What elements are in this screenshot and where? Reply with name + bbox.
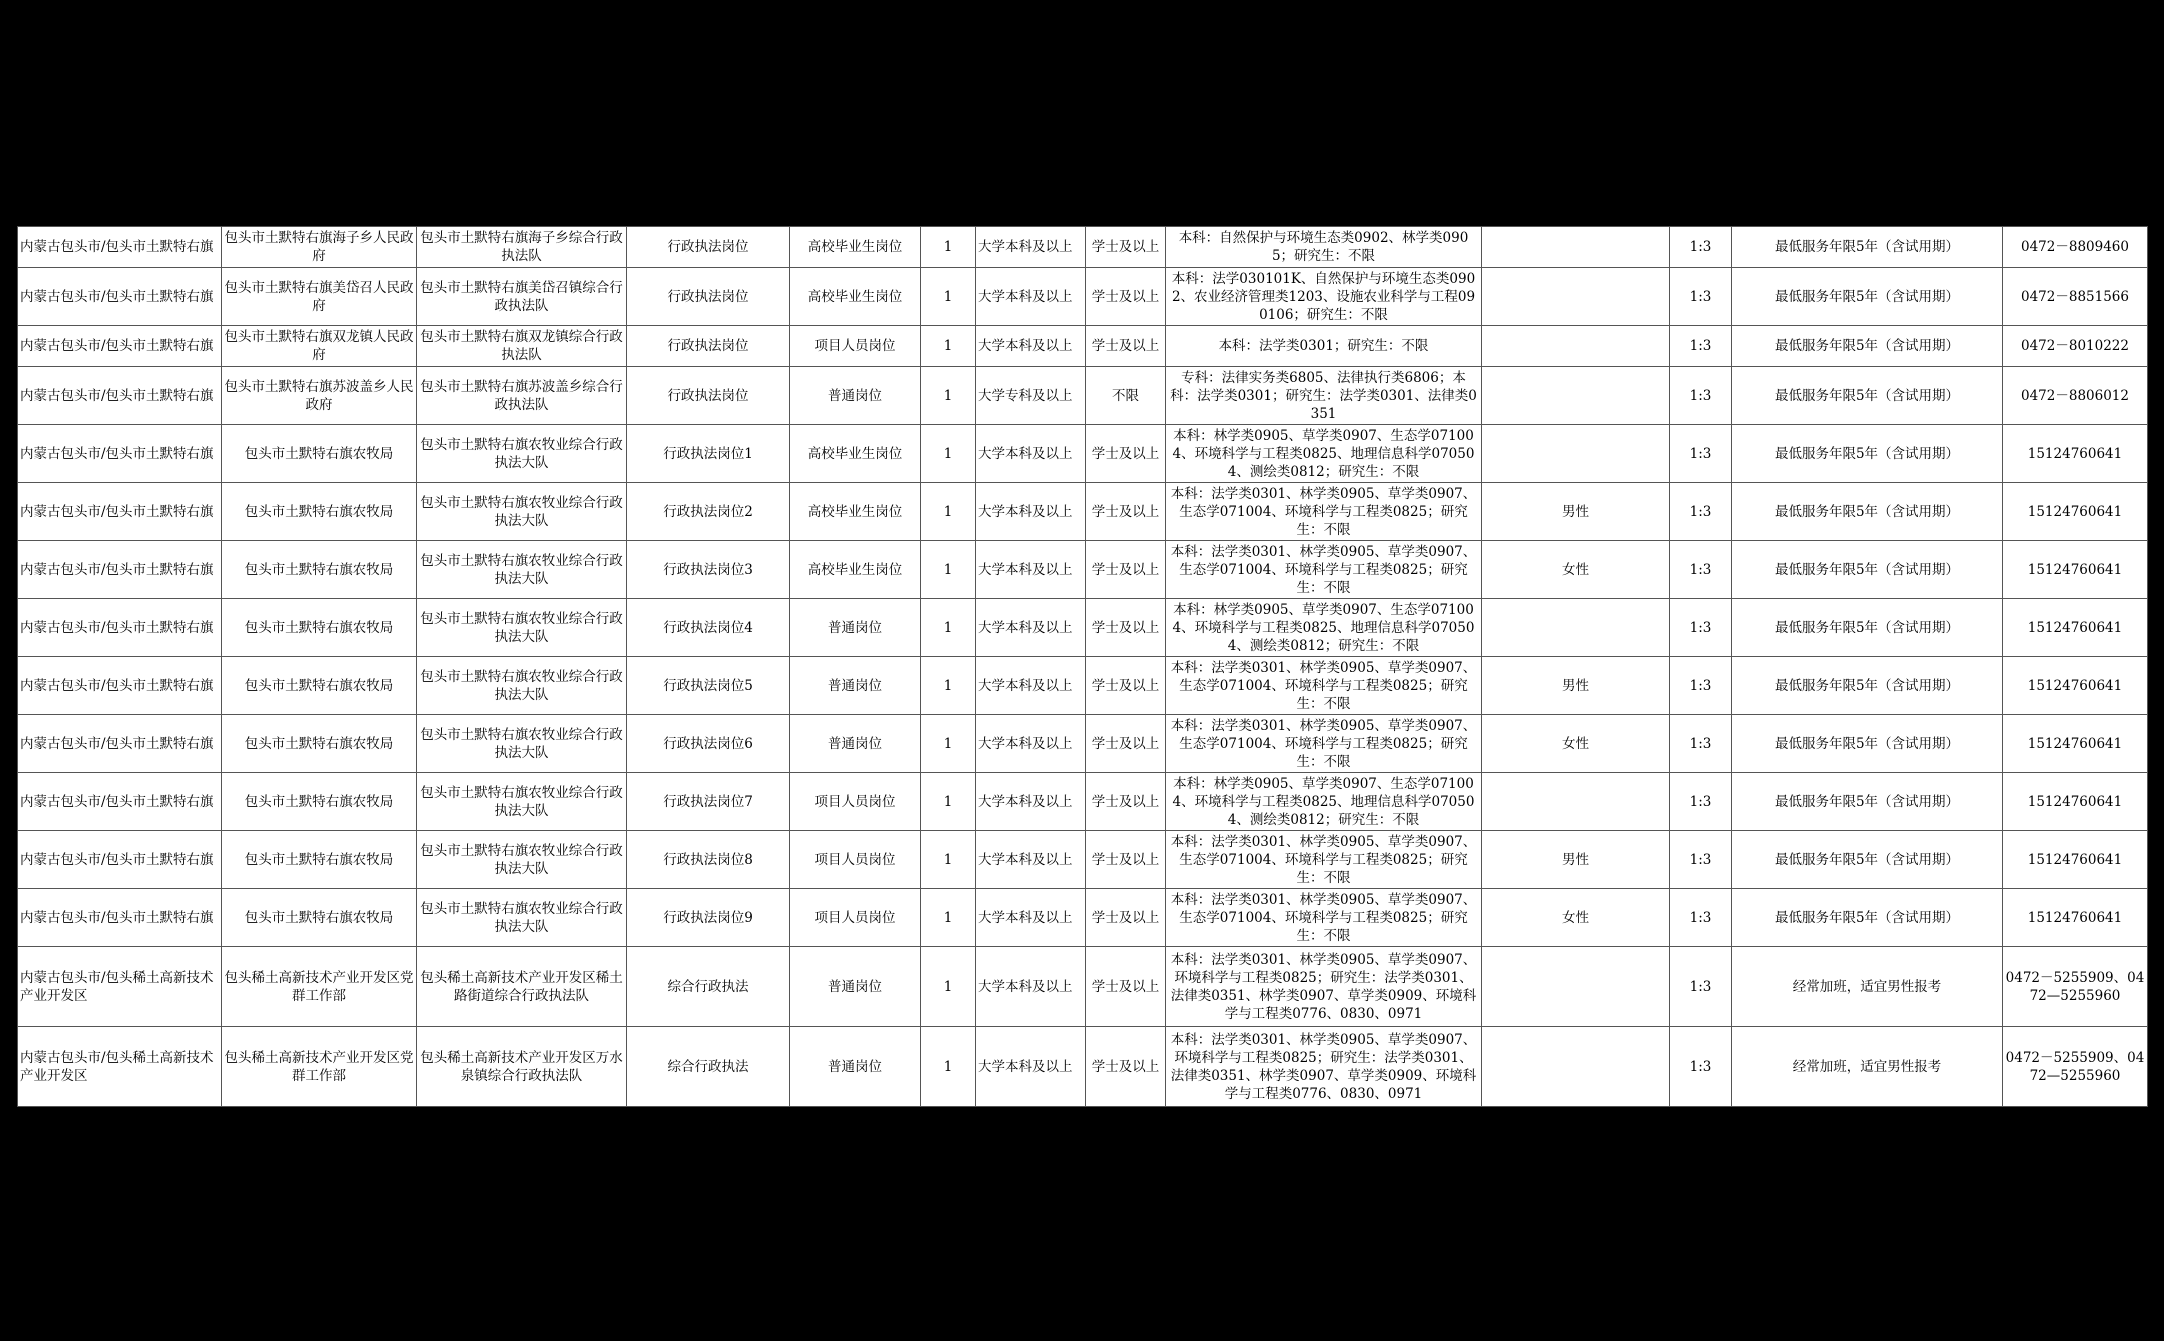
cell-post-name: 行政执法岗位5: [627, 657, 790, 715]
cell-region: 内蒙古包头市/包头市土默特右旗: [18, 483, 222, 541]
table-row: [18, 831, 2148, 889]
cell-post-type: 普通岗位: [790, 947, 921, 1027]
cell-count: 1: [921, 773, 976, 831]
cell-region: 内蒙古包头市/包头市土默特右旗: [18, 367, 222, 425]
cell-education: 大学专科及以上: [976, 367, 1086, 425]
cell-degree: 学士及以上: [1086, 947, 1166, 1027]
cell-department: 包头市土默特右旗农牧局: [222, 599, 417, 657]
cell-major: 本科：法学类0301、林学类0905、草学类0907、生态学071004、环境科学与工程类0825；研究生：不限: [1166, 657, 1482, 715]
cell-post-type: 普通岗位: [790, 657, 921, 715]
cell-department: 包头市土默特右旗双龙镇人民政府: [222, 326, 417, 367]
cell-degree: 学士及以上: [1086, 326, 1166, 367]
cell-region: 内蒙古包头市/包头市土默特右旗: [18, 831, 222, 889]
cell-region: 内蒙古包头市/包头市土默特右旗: [18, 326, 222, 367]
cell-unit: 包头稀土高新技术产业开发区万水泉镇综合行政执法队: [417, 1027, 627, 1107]
table-row: [18, 541, 2148, 599]
cell-degree: 学士及以上: [1086, 227, 1166, 268]
cell-department: 包头市土默特右旗海子乡人民政府: [222, 227, 417, 268]
cell-other-requirement: [1482, 268, 1670, 326]
cell-major: 本科：法学类0301、林学类0905、草学类0907、环境科学与工程类0825；研究生：法学类0301、法律类0351、林学类0907、草学类0909、环境科学与工程类0776、0830、0971: [1166, 1027, 1482, 1107]
cell-note: 最低服务年限5年（含试用期）: [1732, 227, 2003, 268]
cell-ratio: 1:3: [1670, 947, 1732, 1027]
table-row: [18, 657, 2148, 715]
cell-post-type: 普通岗位: [790, 599, 921, 657]
cell-phone: 15124760641: [2003, 541, 2148, 599]
cell-phone: 15124760641: [2003, 889, 2148, 947]
cell-department: 包头稀土高新技术产业开发区党群工作部: [222, 1027, 417, 1107]
cell-note: 最低服务年限5年（含试用期）: [1732, 541, 2003, 599]
cell-count: 1: [921, 227, 976, 268]
cell-ratio: 1:3: [1670, 715, 1732, 773]
cell-other-requirement: [1482, 1027, 1670, 1107]
table-row: [18, 1027, 2148, 1107]
cell-phone: 15124760641: [2003, 715, 2148, 773]
cell-department: 包头稀土高新技术产业开发区党群工作部: [222, 947, 417, 1027]
cell-phone: 0472－5255909、0472—5255960: [2003, 947, 2148, 1027]
cell-unit: 包头市土默特右旗农牧业综合行政执法大队: [417, 831, 627, 889]
cell-major: 本科：法学类0301、林学类0905、草学类0907、环境科学与工程类0825；研究生：法学类0301、法律类0351、林学类0907、草学类0909、环境科学与工程类0776、0830、0971: [1166, 947, 1482, 1027]
cell-phone: 15124760641: [2003, 773, 2148, 831]
cell-department: 包头市土默特右旗农牧局: [222, 483, 417, 541]
cell-note: 最低服务年限5年（含试用期）: [1732, 831, 2003, 889]
cell-degree: 学士及以上: [1086, 715, 1166, 773]
cell-other-requirement: [1482, 367, 1670, 425]
cell-note: 最低服务年限5年（含试用期）: [1732, 326, 2003, 367]
cell-note: 经常加班，适宜男性报考: [1732, 947, 2003, 1027]
cell-phone: 0472－5255909、0472—5255960: [2003, 1027, 2148, 1107]
cell-major: 本科：法学类0301、林学类0905、草学类0907、生态学071004、环境科学与工程类0825；研究生：不限: [1166, 889, 1482, 947]
cell-region: 内蒙古包头市/包头市土默特右旗: [18, 773, 222, 831]
cell-other-requirement: 女性: [1482, 715, 1670, 773]
cell-count: 1: [921, 367, 976, 425]
cell-region: 内蒙古包头市/包头市土默特右旗: [18, 599, 222, 657]
cell-post-type: 普通岗位: [790, 367, 921, 425]
cell-education: 大学本科及以上: [976, 599, 1086, 657]
cell-unit: 包头市土默特右旗农牧业综合行政执法大队: [417, 483, 627, 541]
cell-other-requirement: 男性: [1482, 657, 1670, 715]
job-table: [17, 226, 2148, 1107]
cell-post-name: 行政执法岗位4: [627, 599, 790, 657]
table-row: [18, 773, 2148, 831]
cell-count: 1: [921, 657, 976, 715]
cell-education: 大学本科及以上: [976, 657, 1086, 715]
cell-phone: 15124760641: [2003, 599, 2148, 657]
cell-post-type: 普通岗位: [790, 1027, 921, 1107]
cell-post-type: 项目人员岗位: [790, 773, 921, 831]
table-row: [18, 599, 2148, 657]
cell-major: 本科：自然保护与环境生态类0902、林学类0905；研究生：不限: [1166, 227, 1482, 268]
table-row: [18, 367, 2148, 425]
cell-ratio: 1:3: [1670, 1027, 1732, 1107]
cell-post-name: 行政执法岗位2: [627, 483, 790, 541]
cell-post-name: 综合行政执法: [627, 947, 790, 1027]
cell-count: 1: [921, 831, 976, 889]
cell-note: 最低服务年限5年（含试用期）: [1732, 268, 2003, 326]
cell-major: 本科：法学类0301、林学类0905、草学类0907、生态学071004、环境科学与工程类0825；研究生：不限: [1166, 715, 1482, 773]
cell-degree: 学士及以上: [1086, 425, 1166, 483]
cell-region: 内蒙古包头市/包头稀土高新技术产业开发区: [18, 1027, 222, 1107]
cell-post-type: 高校毕业生岗位: [790, 541, 921, 599]
cell-count: 1: [921, 1027, 976, 1107]
table-row: [18, 425, 2148, 483]
cell-post-type: 高校毕业生岗位: [790, 227, 921, 268]
cell-post-name: 行政执法岗位3: [627, 541, 790, 599]
cell-ratio: 1:3: [1670, 889, 1732, 947]
cell-major: 本科：林学类0905、草学类0907、生态学071004、环境科学与工程类0825、地理信息科学070504、测绘类0812；研究生：不限: [1166, 425, 1482, 483]
cell-education: 大学本科及以上: [976, 268, 1086, 326]
cell-education: 大学本科及以上: [976, 831, 1086, 889]
cell-other-requirement: 女性: [1482, 541, 1670, 599]
cell-other-requirement: [1482, 947, 1670, 1027]
cell-degree: 学士及以上: [1086, 831, 1166, 889]
cell-post-name: 行政执法岗位9: [627, 889, 790, 947]
cell-region: 内蒙古包头市/包头稀土高新技术产业开发区: [18, 947, 222, 1027]
cell-unit: 包头市土默特右旗农牧业综合行政执法大队: [417, 773, 627, 831]
cell-unit: 包头市土默特右旗农牧业综合行政执法大队: [417, 425, 627, 483]
cell-post-type: 高校毕业生岗位: [790, 425, 921, 483]
cell-phone: 0472－8809460: [2003, 227, 2148, 268]
cell-degree: 学士及以上: [1086, 1027, 1166, 1107]
cell-ratio: 1:3: [1670, 541, 1732, 599]
cell-ratio: 1:3: [1670, 326, 1732, 367]
cell-post-type: 项目人员岗位: [790, 326, 921, 367]
cell-region: 内蒙古包头市/包头市土默特右旗: [18, 227, 222, 268]
cell-degree: 学士及以上: [1086, 268, 1166, 326]
cell-education: 大学本科及以上: [976, 425, 1086, 483]
cell-education: 大学本科及以上: [976, 483, 1086, 541]
cell-count: 1: [921, 889, 976, 947]
cell-other-requirement: 女性: [1482, 889, 1670, 947]
cell-department: 包头市土默特右旗农牧局: [222, 657, 417, 715]
cell-post-name: 行政执法岗位1: [627, 425, 790, 483]
cell-degree: 学士及以上: [1086, 541, 1166, 599]
cell-count: 1: [921, 715, 976, 773]
cell-post-name: 行政执法岗位: [627, 367, 790, 425]
cell-ratio: 1:3: [1670, 831, 1732, 889]
cell-major: 本科：法学030101K、自然保护与环境生态类0902、农业经济管理类1203、设施农业科学与工程090106；研究生：不限: [1166, 268, 1482, 326]
cell-education: 大学本科及以上: [976, 227, 1086, 268]
cell-phone: 0472－8851566: [2003, 268, 2148, 326]
cell-department: 包头市土默特右旗美岱召人民政府: [222, 268, 417, 326]
cell-region: 内蒙古包头市/包头市土默特右旗: [18, 541, 222, 599]
cell-unit: 包头稀土高新技术产业开发区稀土路街道综合行政执法队: [417, 947, 627, 1027]
cell-other-requirement: [1482, 326, 1670, 367]
cell-major: 本科：法学类0301；研究生：不限: [1166, 326, 1482, 367]
cell-phone: 15124760641: [2003, 425, 2148, 483]
cell-department: 包头市土默特右旗农牧局: [222, 541, 417, 599]
cell-other-requirement: 男性: [1482, 831, 1670, 889]
cell-other-requirement: [1482, 425, 1670, 483]
cell-ratio: 1:3: [1670, 657, 1732, 715]
cell-education: 大学本科及以上: [976, 1027, 1086, 1107]
cell-degree: 学士及以上: [1086, 483, 1166, 541]
cell-post-name: 行政执法岗位: [627, 268, 790, 326]
cell-post-name: 行政执法岗位7: [627, 773, 790, 831]
cell-education: 大学本科及以上: [976, 773, 1086, 831]
cell-post-type: 高校毕业生岗位: [790, 268, 921, 326]
cell-unit: 包头市土默特右旗农牧业综合行政执法大队: [417, 599, 627, 657]
cell-post-type: 普通岗位: [790, 715, 921, 773]
cell-post-type: 项目人员岗位: [790, 889, 921, 947]
cell-post-type: 项目人员岗位: [790, 831, 921, 889]
cell-note: 经常加班，适宜男性报考: [1732, 1027, 2003, 1107]
cell-unit: 包头市土默特右旗双龙镇综合行政执法队: [417, 326, 627, 367]
cell-degree: 不限: [1086, 367, 1166, 425]
cell-other-requirement: [1482, 227, 1670, 268]
table-row: [18, 947, 2148, 1027]
cell-major: 本科：林学类0905、草学类0907、生态学071004、环境科学与工程类0825、地理信息科学070504、测绘类0812；研究生：不限: [1166, 599, 1482, 657]
table-row: [18, 715, 2148, 773]
cell-region: 内蒙古包头市/包头市土默特右旗: [18, 425, 222, 483]
cell-major: 本科：林学类0905、草学类0907、生态学071004、环境科学与工程类0825、地理信息科学070504、测绘类0812；研究生：不限: [1166, 773, 1482, 831]
cell-education: 大学本科及以上: [976, 947, 1086, 1027]
cell-education: 大学本科及以上: [976, 541, 1086, 599]
cell-post-name: 行政执法岗位6: [627, 715, 790, 773]
cell-ratio: 1:3: [1670, 773, 1732, 831]
cell-degree: 学士及以上: [1086, 773, 1166, 831]
cell-count: 1: [921, 599, 976, 657]
cell-unit: 包头市土默特右旗苏波盖乡综合行政执法队: [417, 367, 627, 425]
cell-degree: 学士及以上: [1086, 889, 1166, 947]
cell-region: 内蒙古包头市/包头市土默特右旗: [18, 889, 222, 947]
cell-department: 包头市土默特右旗农牧局: [222, 831, 417, 889]
cell-post-name: 行政执法岗位: [627, 326, 790, 367]
cell-note: 最低服务年限5年（含试用期）: [1732, 367, 2003, 425]
cell-count: 1: [921, 541, 976, 599]
cell-phone: 15124760641: [2003, 831, 2148, 889]
cell-education: 大学本科及以上: [976, 715, 1086, 773]
cell-ratio: 1:3: [1670, 599, 1732, 657]
cell-other-requirement: [1482, 773, 1670, 831]
cell-education: 大学本科及以上: [976, 889, 1086, 947]
cell-count: 1: [921, 947, 976, 1027]
cell-post-name: 综合行政执法: [627, 1027, 790, 1107]
cell-phone: 0472－8806012: [2003, 367, 2148, 425]
cell-region: 内蒙古包头市/包头市土默特右旗: [18, 715, 222, 773]
cell-ratio: 1:3: [1670, 268, 1732, 326]
cell-count: 1: [921, 268, 976, 326]
cell-ratio: 1:3: [1670, 227, 1732, 268]
cell-unit: 包头市土默特右旗美岱召镇综合行政执法队: [417, 268, 627, 326]
cell-department: 包头市土默特右旗苏波盖乡人民政府: [222, 367, 417, 425]
cell-count: 1: [921, 483, 976, 541]
cell-note: 最低服务年限5年（含试用期）: [1732, 425, 2003, 483]
table-row: [18, 483, 2148, 541]
cell-major: 本科：法学类0301、林学类0905、草学类0907、生态学071004、环境科学与工程类0825；研究生：不限: [1166, 541, 1482, 599]
cell-ratio: 1:3: [1670, 425, 1732, 483]
cell-post-name: 行政执法岗位: [627, 227, 790, 268]
cell-unit: 包头市土默特右旗农牧业综合行政执法大队: [417, 889, 627, 947]
cell-major: 本科：法学类0301、林学类0905、草学类0907、生态学071004、环境科学与工程类0825；研究生：不限: [1166, 831, 1482, 889]
cell-note: 最低服务年限5年（含试用期）: [1732, 599, 2003, 657]
cell-department: 包头市土默特右旗农牧局: [222, 715, 417, 773]
cell-education: 大学本科及以上: [976, 326, 1086, 367]
cell-post-type: 高校毕业生岗位: [790, 483, 921, 541]
cell-unit: 包头市土默特右旗海子乡综合行政执法队: [417, 227, 627, 268]
cell-phone: 0472－8010222: [2003, 326, 2148, 367]
cell-major: 专科：法律实务类6805、法律执行类6806；本科：法学类0301；研究生：法学类0301、法律类0351: [1166, 367, 1482, 425]
cell-ratio: 1:3: [1670, 483, 1732, 541]
table-row: [18, 889, 2148, 947]
cell-unit: 包头市土默特右旗农牧业综合行政执法大队: [417, 715, 627, 773]
cell-unit: 包头市土默特右旗农牧业综合行政执法大队: [417, 657, 627, 715]
cell-degree: 学士及以上: [1086, 599, 1166, 657]
table-row: [18, 326, 2148, 367]
cell-degree: 学士及以上: [1086, 657, 1166, 715]
cell-other-requirement: 男性: [1482, 483, 1670, 541]
cell-note: 最低服务年限5年（含试用期）: [1732, 773, 2003, 831]
cell-region: 内蒙古包头市/包头市土默特右旗: [18, 268, 222, 326]
job-table-sheet: [17, 226, 2147, 1107]
cell-department: 包头市土默特右旗农牧局: [222, 425, 417, 483]
cell-department: 包头市土默特右旗农牧局: [222, 773, 417, 831]
cell-phone: 15124760641: [2003, 657, 2148, 715]
cell-department: 包头市土默特右旗农牧局: [222, 889, 417, 947]
cell-note: 最低服务年限5年（含试用期）: [1732, 889, 2003, 947]
cell-phone: 15124760641: [2003, 483, 2148, 541]
cell-major: 本科：法学类0301、林学类0905、草学类0907、生态学071004、环境科学与工程类0825；研究生：不限: [1166, 483, 1482, 541]
table-row: [18, 268, 2148, 326]
cell-count: 1: [921, 425, 976, 483]
cell-ratio: 1:3: [1670, 367, 1732, 425]
cell-note: 最低服务年限5年（含试用期）: [1732, 483, 2003, 541]
cell-region: 内蒙古包头市/包头市土默特右旗: [18, 657, 222, 715]
cell-unit: 包头市土默特右旗农牧业综合行政执法大队: [417, 541, 627, 599]
cell-note: 最低服务年限5年（含试用期）: [1732, 657, 2003, 715]
cell-count: 1: [921, 326, 976, 367]
table-row: [18, 227, 2148, 268]
cell-note: 最低服务年限5年（含试用期）: [1732, 715, 2003, 773]
cell-post-name: 行政执法岗位8: [627, 831, 790, 889]
cell-other-requirement: [1482, 599, 1670, 657]
